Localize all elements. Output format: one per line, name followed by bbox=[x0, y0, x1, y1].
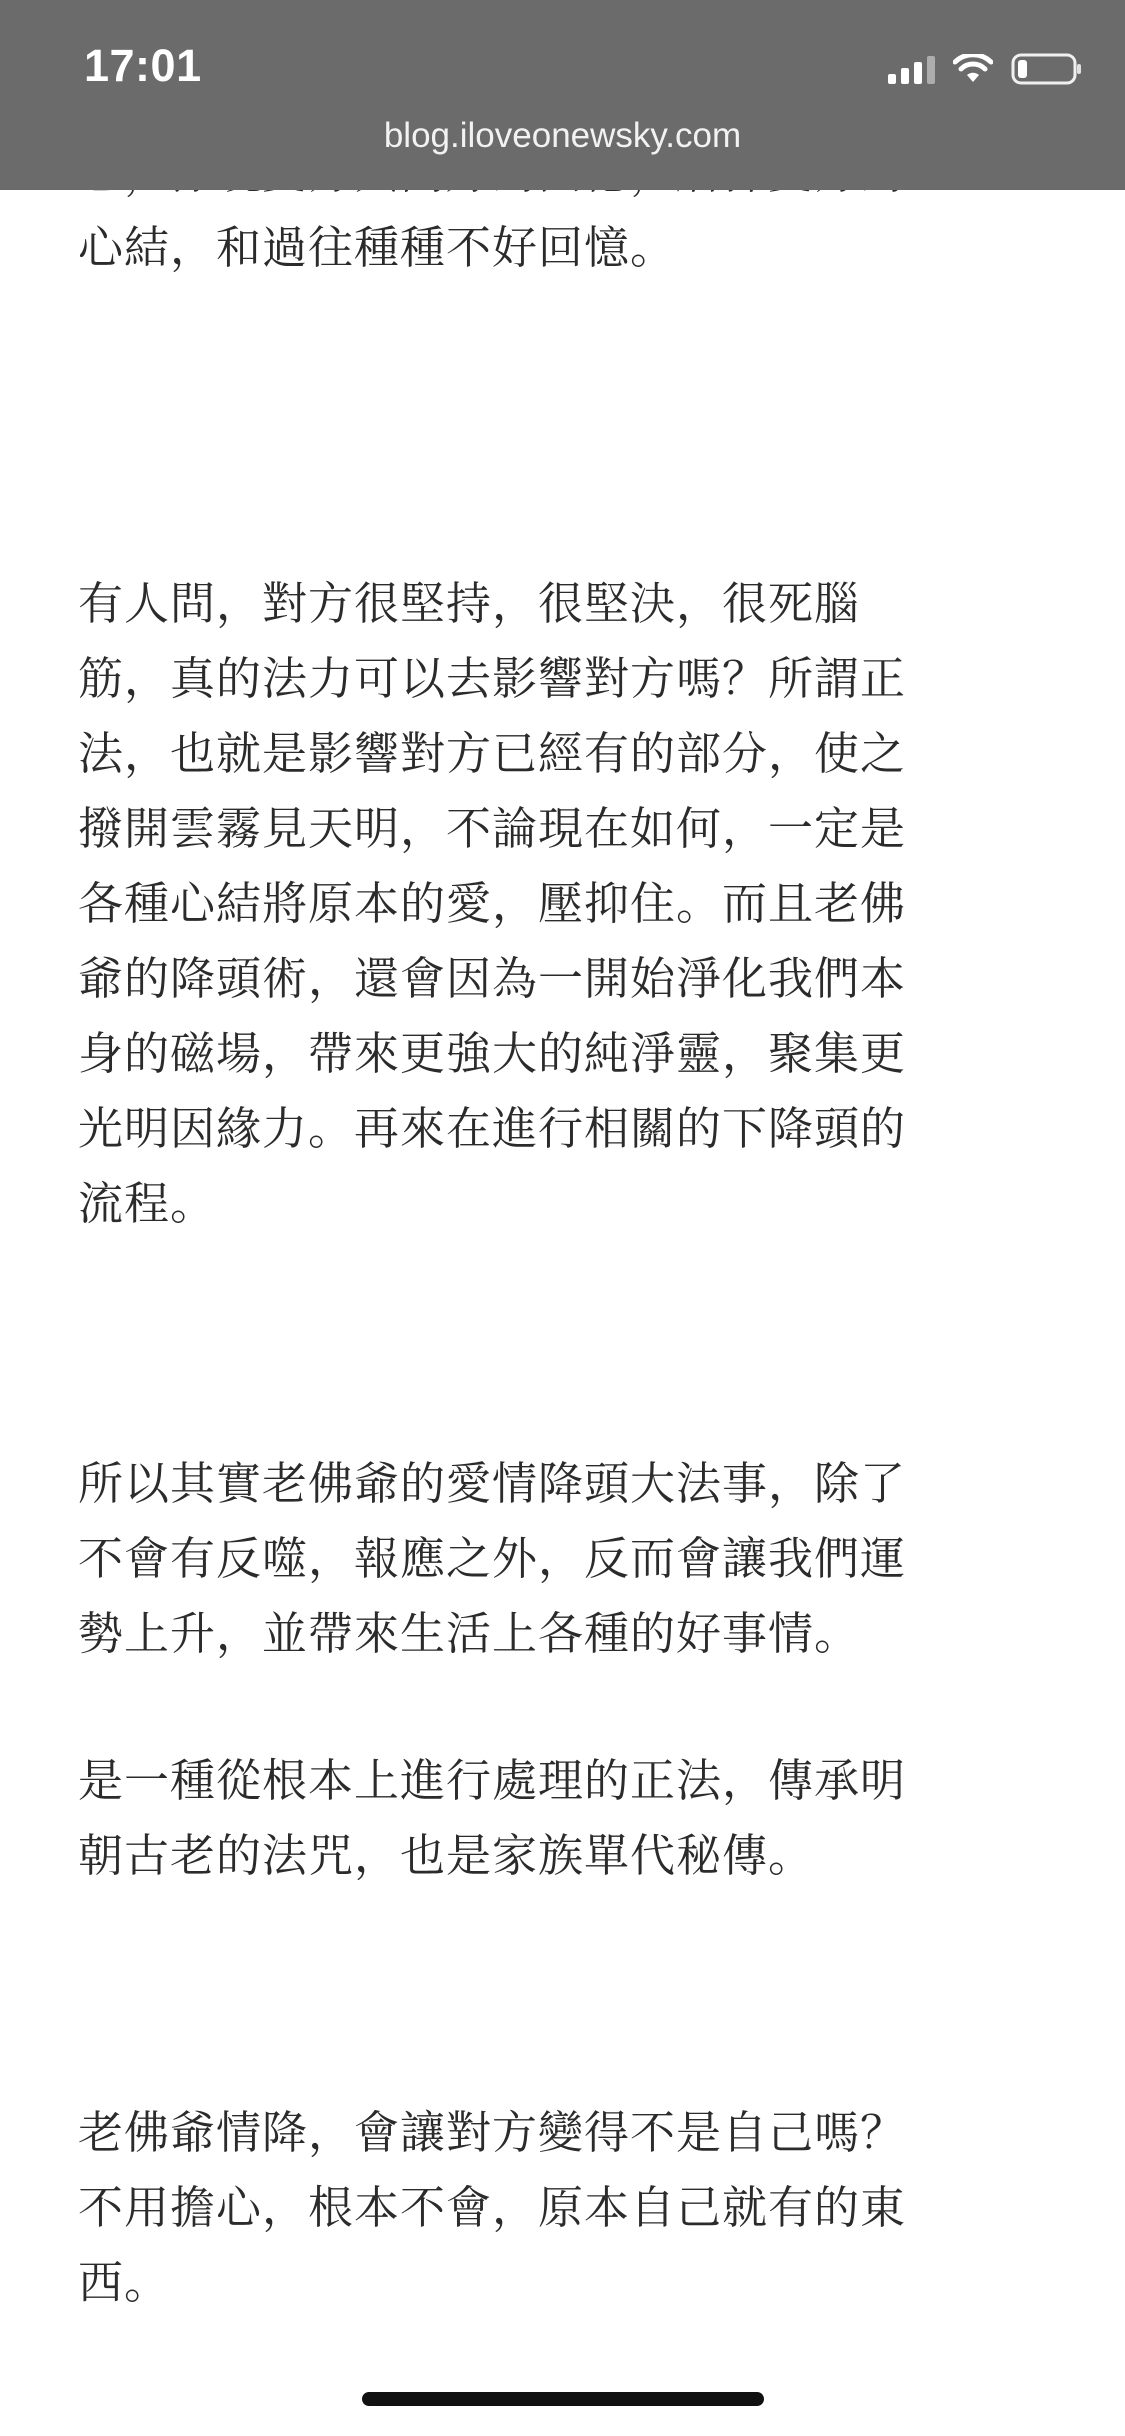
cellular-signal-icon bbox=[888, 54, 935, 84]
article-content bbox=[78, 0, 1018, 2436]
battery-icon bbox=[1011, 52, 1083, 86]
home-indicator[interactable] bbox=[362, 2392, 764, 2406]
browser-top-bar bbox=[0, 0, 1125, 190]
article-paragraph: 老佛爺情降，會讓對方變得不是自己嗎？ 不用擔心，根本不會，原本自己就有的東 西。 bbox=[78, 2106, 907, 2309]
article-paragraph: 心結，和過往種種不好回憶。 bbox=[78, 221, 677, 274]
article-paragraph: 是一種從根本上進行處理的正法，傳承明 朝古老的法咒，也是家族單代秘傳。 bbox=[78, 1754, 907, 1882]
status-time: 17:01 bbox=[84, 40, 202, 91]
address-bar-url[interactable]: blog.iloveonewsky.com bbox=[383, 116, 742, 155]
wifi-icon bbox=[953, 54, 993, 84]
article-paragraph: 有人問，對方很堅持，很堅決，很死腦 筋，真的法力可以去影響對方嗎？所謂正 法，也就是影響對方已經有的部分，使之 撥開雲霧見天明，不論現在如何，一定是 各種心結將原本的愛，壓抑住。而且老佛 爺的降頭術，還會因為一開始淨化我們本 身的磁場，帶來更強大的純淨靈，聚集更 光明因緣力。再來在進行相關的下降頭的 流程。 bbox=[78, 577, 907, 1230]
status-icons bbox=[888, 48, 1083, 90]
article-paragraph: 所以其實老佛爺的愛情降頭大法事，除了 不會有反噬，報應之外，反而會讓我們運 勢上升，並帶來生活上各種的好事情。 bbox=[78, 1457, 907, 1660]
